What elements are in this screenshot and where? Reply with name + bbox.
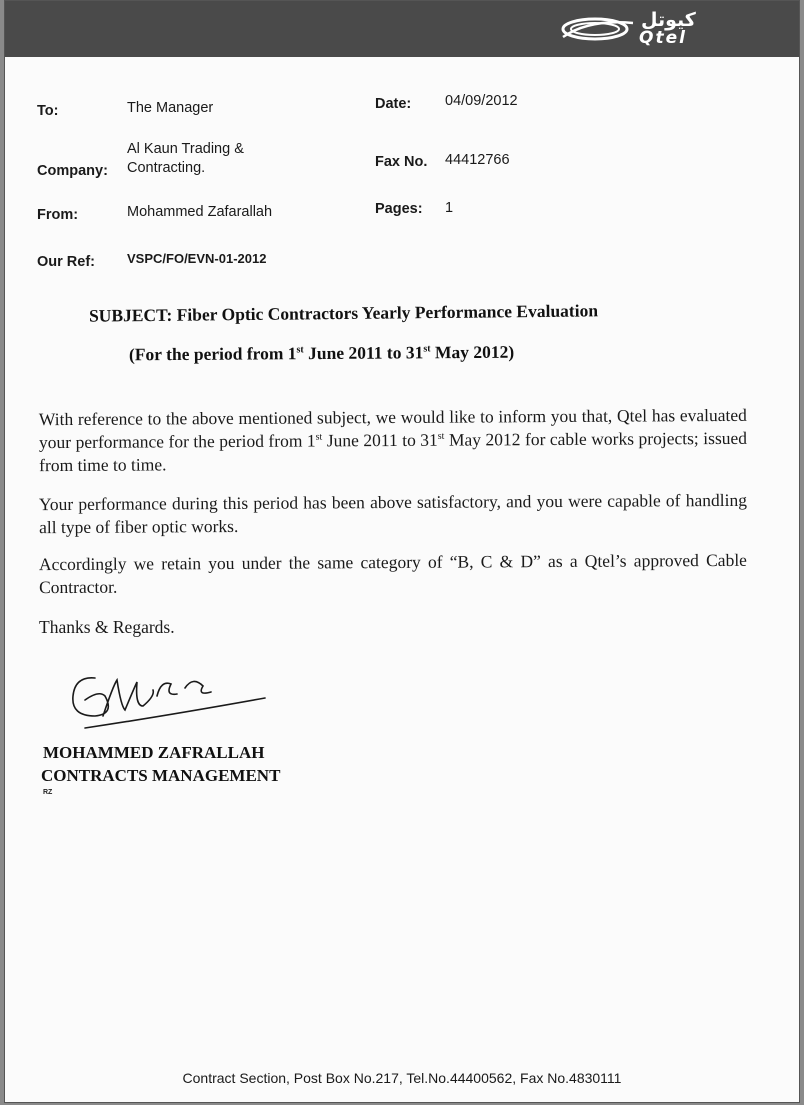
pages-label: Pages: [375,201,423,217]
company-value-line2: Contracting. [127,160,206,176]
fax-label: Fax No. [375,154,428,170]
p1-sup-1: st [315,431,323,443]
p1-part-b: June 2011 to 31 [322,429,438,451]
subject-line: SUBJECT: Fiber Optic Contractors Yearly Performance Evaluation [88,300,599,326]
p1-sup-2: st [437,430,445,442]
logo-arabic-text: كيوتل [641,9,696,31]
fax-value: 44412766 [445,152,510,168]
subject-period-start: (For the period from 1 [128,343,297,365]
date-value: 04/09/2012 [445,93,518,109]
subject-period-mid: June 2011 to 31 [303,342,424,364]
date-label: Date: [375,96,412,112]
signatory-title: CONTRACTS MANAGEMENT [41,766,281,785]
letterhead-bar [5,1,799,57]
our-ref-value: VSPC/FO/EVN-01-2012 [127,251,267,266]
subject-period [129,342,514,366]
p1-part-a: With reference to the above mentioned subject, we would like to inform you that, Qtel has evaluated your performance for the period from 1 [38,404,747,453]
handwritten-signature [65,666,275,746]
typist-initials: RZ [43,789,53,796]
p1-part-c: May 2012 for cable works projects; issued from time to time. [39,427,748,476]
to-label: To: [37,103,59,119]
fax-document [4,0,800,1103]
body-paragraph-1 [39,404,747,477]
from-label: From: [37,207,79,223]
qtel-logo [559,9,719,49]
company-label: Company: [37,163,108,179]
subject-period-end: May 2012) [430,341,515,363]
closing-text: Thanks & Regards. [39,617,175,637]
body-paragraph-2: Your performance during this period has been above satisfactory, and you were capable of handling all type of fiber optic works. [38,489,747,538]
footer-contact: Contract Section, Post Box No.217, Tel.No.44400562, Fax No.4830111 [182,1070,622,1086]
qtel-swoosh-icon [559,11,637,47]
subject-sup-2: st [423,343,431,355]
company-value-line1: Al Kaun Trading & [127,141,244,157]
signatory-name: MOHAMMED ZAFRALLAH [43,743,265,762]
our-ref-label: Our Ref: [37,254,95,270]
pages-value: 1 [445,200,454,216]
to-value: The Manager [127,100,214,116]
logo-latin-text: Qtel [639,28,687,48]
subject-sup-1: st [296,344,304,356]
body-paragraph-3: Accordingly we retain you under the same category of “B, C & D” as a Qtel’s approved Cable Contractor. [38,549,747,598]
from-value: Mohammed Zafarallah [127,204,273,220]
